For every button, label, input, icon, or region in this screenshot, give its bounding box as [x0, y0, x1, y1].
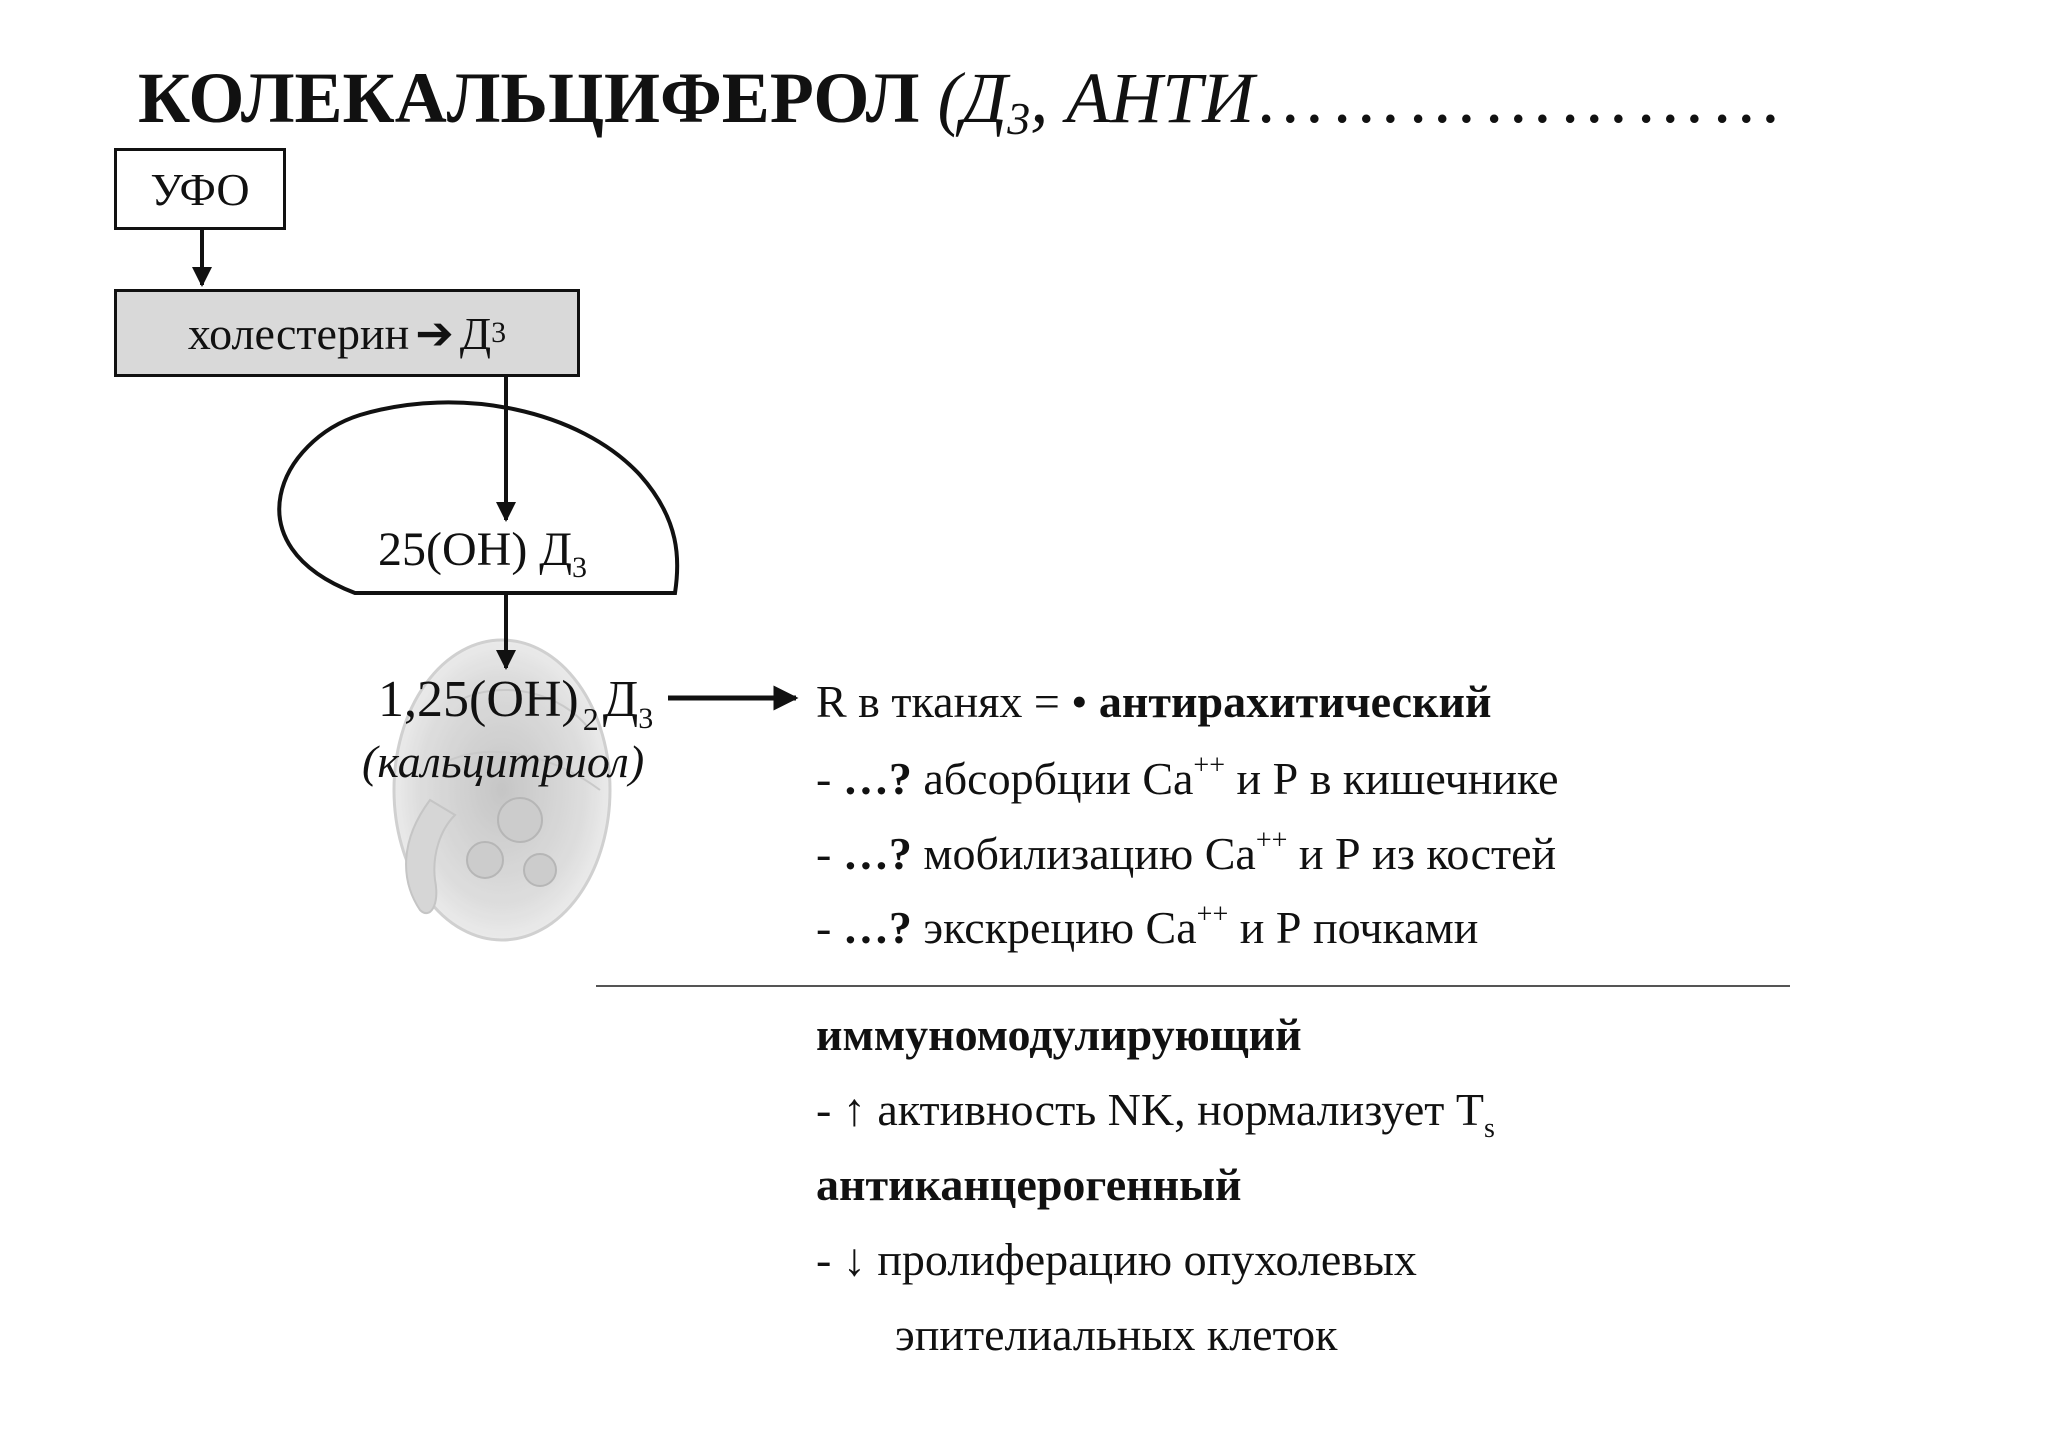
- node-25oh-d3: [378, 522, 587, 585]
- node-125-d: Д: [602, 671, 639, 728]
- immuno-text: - ↑ активность NK, нормализует T: [816, 1084, 1484, 1135]
- anticancer-title: антиканцерогенный: [816, 1159, 1242, 1210]
- immuno-subscript: s: [1483, 1113, 1495, 1144]
- item-superscript: ++: [1196, 899, 1229, 930]
- title-subscript: 3: [1007, 93, 1031, 144]
- item-question: …?: [842, 902, 912, 953]
- immunomodulating-heading: [816, 1008, 1302, 1061]
- ufo-label: УФО: [150, 163, 250, 215]
- item-tail: и Р из костей: [1287, 828, 1557, 879]
- d3-subscript: 3: [491, 316, 507, 349]
- item-dash: -: [816, 902, 843, 953]
- calcitriol-label: (кальцитриол): [362, 736, 645, 787]
- receptor-line: [816, 675, 1492, 728]
- item-text: абсорбции Ca: [911, 753, 1194, 804]
- item-tail: и Р в кишечнике: [1225, 753, 1559, 804]
- effect-item-excretion: [816, 899, 1478, 954]
- node-125-prefix: 1,25(OH): [378, 671, 579, 728]
- page-title: [138, 58, 1786, 159]
- item-text: экскрецию Ca: [911, 902, 1197, 953]
- node-125-subscript: 3: [638, 702, 654, 735]
- node-125oh2-d3: [378, 670, 653, 738]
- title-main: КОЛЕКАЛЬЦИФЕРОЛ: [138, 58, 920, 138]
- item-dash: -: [816, 828, 843, 879]
- node-25oh-subscript: 3: [572, 551, 588, 584]
- anticancer-heading: [816, 1158, 1242, 1211]
- item-question: …?: [842, 828, 912, 879]
- item-dash: -: [816, 753, 843, 804]
- anticancer-line-2: эпителиальных клеток: [895, 1309, 1338, 1360]
- cholesterol-text: холестерин: [187, 307, 410, 359]
- effect-item-mobilization: [816, 825, 1556, 880]
- title-dots: …………………: [1254, 58, 1787, 138]
- arrow-right-icon: ➔: [415, 308, 454, 359]
- item-question: …?: [842, 753, 912, 804]
- d3-letter: Д: [459, 307, 492, 359]
- item-superscript: ++: [1193, 750, 1226, 781]
- node-25oh-text: 25(OH) Д: [378, 523, 573, 576]
- item-superscript: ++: [1255, 825, 1288, 856]
- item-tail: и Р почками: [1228, 902, 1479, 953]
- immunomodulating-title: иммуномодулирующий: [816, 1009, 1302, 1060]
- title-rest: , АНТИ: [1030, 58, 1255, 138]
- immunomodulating-line: [816, 1083, 1495, 1145]
- cholesterol-label: [114, 289, 580, 377]
- anticancer-line-1: - ↓ пролиферацию опухолевых: [816, 1234, 1417, 1285]
- antirachitic-label: антирахитический: [1098, 676, 1492, 727]
- title-paren-open: (Д: [937, 58, 1008, 138]
- receptor-prefix: R в тканях = •: [816, 676, 1099, 727]
- node-125-sub2: 2: [582, 701, 599, 737]
- item-text: мобилизацию Ca: [911, 828, 1256, 879]
- effect-item-absorption: [816, 750, 1559, 805]
